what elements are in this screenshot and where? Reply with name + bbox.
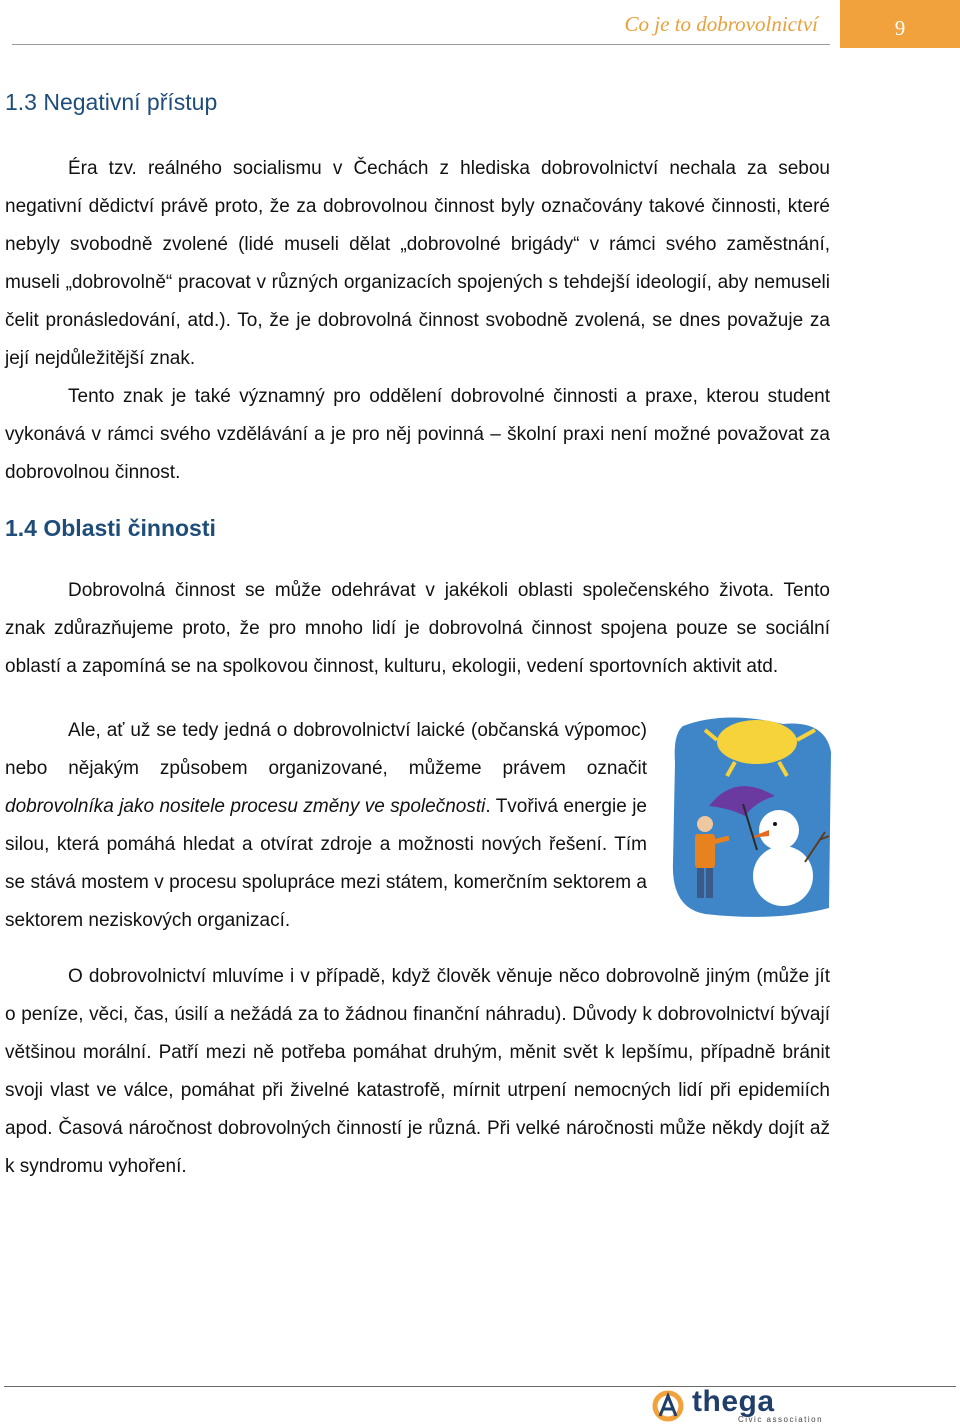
sun: [717, 720, 797, 764]
header-rule: [12, 44, 830, 45]
person-head: [697, 816, 713, 832]
page-header: [0, 0, 960, 56]
footer-rule: [4, 1386, 956, 1387]
snowman-umbrella-illustration: [665, 712, 835, 922]
paragraph-student-practice: Tento znak je také významný pro oddělení dobrovolné činnosti a praxe, kterou student vykonává v rámci svého vzdělávání a je pro něj povinná – školní praxi není možné považovat za dobrovolnou činnost.: [5, 386, 830, 483]
snowman-body: [753, 846, 813, 906]
logo-subtitle: Civic association: [738, 1415, 824, 1424]
running-title: Co je to dobrovolnictví: [624, 12, 818, 36]
athega-logo: [652, 1385, 948, 1424]
paragraph-areas-of-activity: Dobrovolná činnost se může odehrávat v jakékoli oblasti společenského života. Tento znak zdůrazňujeme proto, že pro mnoho lidí je dobrovolná činnost spojena pouze se sociální oblastí a zapomíná se na spolkovou činnost, kulturu, ekologii, vedení sportovních aktivit atd.: [5, 580, 830, 677]
paragraph-motivation: O dobrovolnictví mluvíme i v případě, když člověk věnuje něco dobrovolně jiným (může jít o peníze, věci, čas, úsilí a nežádá za to žádnou finanční náhradu). Důvody k dobrovolnictví bývají většinou morální. Patří mezi ně potřeba pomáhat druhým, měnit svět k lepšímu, případně bránit svoji vlast ve válce, pomáhat při živelné katastrofě, mírnit utrpení nemocných lidí při epidemiích apod. Časová náročnost dobrovolných činností je různá. Při velké náročnosti může někdy dojít až k syndromu vyhoření.: [5, 966, 830, 1177]
athega-logo-icon: [652, 1390, 692, 1422]
paragraph-volunteer-change-part2: . Tvořivá energie je silou, která pomáhá hledat a otvírat zdroje a možnosti nových řešení. Tím se stává mostem v procesu spolupráce mezi státem, komerčním sektorem a sektorem neziskových organizací.: [5, 796, 647, 931]
emphasis-volunteer-agent: dobrovolníka jako nositele procesu změny ve společnosti: [5, 796, 486, 817]
snowman-head: [759, 810, 799, 850]
page-body: [5, 82, 830, 1186]
paragraph-volunteer-change-part1: Ale, ať už se tedy jedná o dobrovolnictví laické (občanská výpomoc) nebo nějakým způsobem organizované, můžeme právem označit: [5, 720, 647, 779]
section-heading-1-4: 1.4 Oblasti činnosti: [5, 515, 216, 541]
section-heading-1-3: 1.3 Negativní přístup: [5, 89, 218, 115]
page-number: 9: [840, 0, 960, 48]
paragraph-era-socialism: Éra tzv. reálného socialismu v Čechách z hlediska dobrovolnictví nechala za sebou negativní dědictví právě proto, že za dobrovolnou činnost byly označovány takové činnosti, které nebyly svobodně zvolené (lidé museli dělat „dobrovolné brigády“ v rámci svého zaměstnání, museli „dobrovolně“ pracovat v různých organizacích spojených s tehdejší ideologií, aby nemuseli čelit pronásledování, atd.). To, že je dobrovolná činnost svobodně zvolená, se dnes považuje za její nejdůležitější znak.: [5, 158, 830, 369]
logo-wordmark: thega: [692, 1385, 775, 1418]
